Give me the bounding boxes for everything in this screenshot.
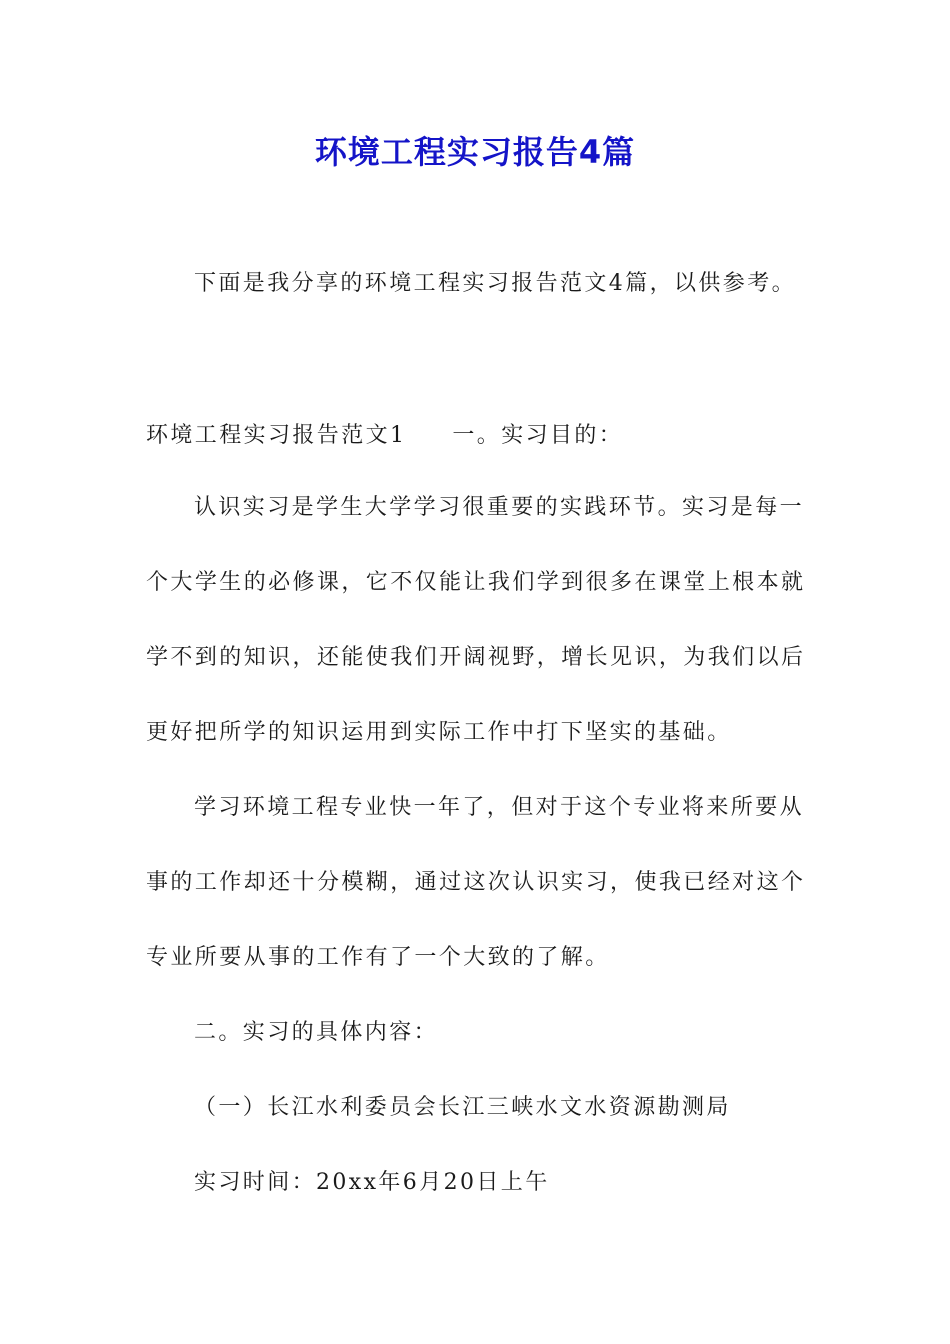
internship-time: 实习时间：20xx年6月20日上午: [194, 1170, 550, 1195]
section-heading-line: [146, 418, 816, 454]
section-heading: 环境工程实习报告范文1: [146, 423, 407, 448]
section-subheading: 一。实习目的：: [452, 423, 624, 448]
paragraph2-line1: 学习环境工程专业快一年了，但对于这个专业将来所要从: [194, 795, 805, 820]
paragraph2-line3: 专业所要从事的工作有了一个大致的了解。: [146, 945, 610, 970]
paragraph1-line4: 更好把所学的知识运用到实际工作中打下坚实的基础。: [146, 720, 732, 745]
subheading-text: （一）长江水利委员会长江三峡水文水资源勘测局: [194, 1095, 731, 1120]
paragraph1-line1: 认识实习是学生大学学习很重要的实践环节。实习是每一: [194, 495, 805, 520]
document-title: 环境工程实习报告4篇: [314, 133, 636, 171]
paragraph1-line2: 个大学生的必修课，它不仅能让我们学到很多在课堂上根本就: [146, 570, 803, 595]
heading2-text: 二。实习的具体内容：: [194, 1020, 439, 1045]
intro-text: 下面是我分享的环境工程实习报告范文4篇，以供参考。: [194, 271, 796, 296]
paragraph1-line3: 学不到的知识，还能使我们开阔视野，增长见识，为我们以后: [146, 645, 803, 670]
paragraph2-line2: 事的工作却还十分模糊，通过这次认识实习，使我已经对这个: [146, 870, 803, 895]
